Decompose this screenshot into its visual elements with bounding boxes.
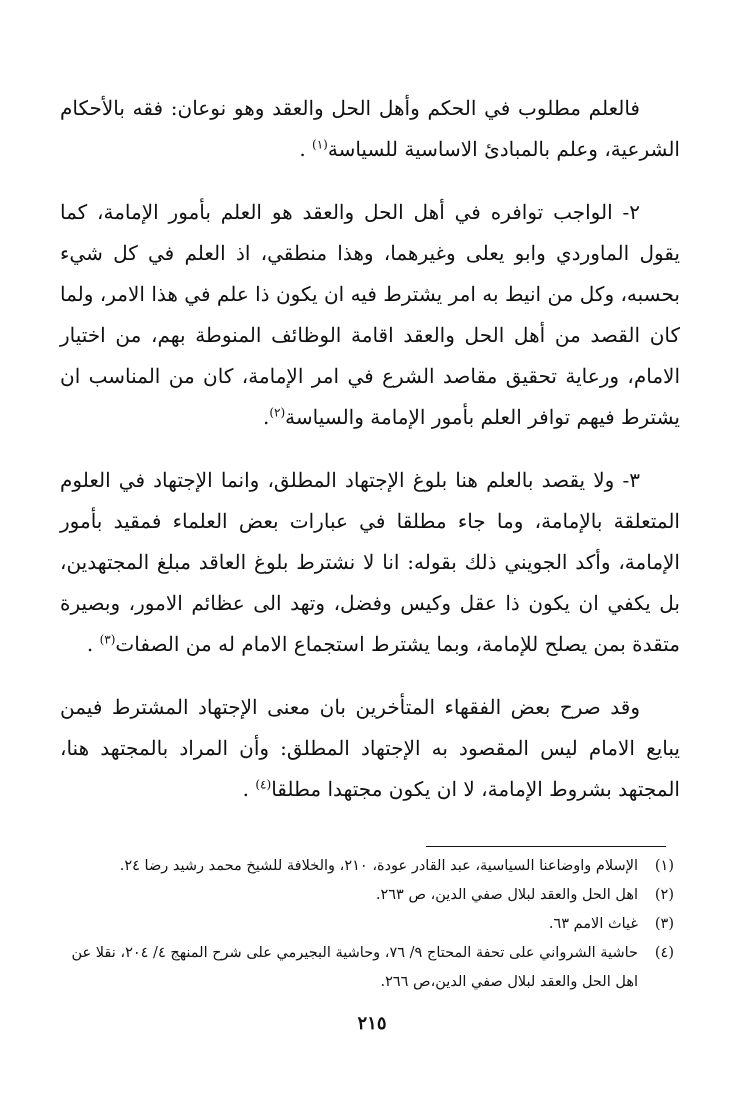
footnote-ref-2: (٢) <box>269 405 286 420</box>
footnote-ref-1: (١) <box>312 137 328 152</box>
page-number: ٢١٥ <box>357 1013 387 1034</box>
footnote-item <box>64 939 674 997</box>
footnote-separator <box>426 846 666 847</box>
paragraph-3-text: ٣- ولا يقصد بالعلم هنا بلوغ الإجتهاد المطلق، وانما الإجتهاد في العلوم المتعلقة بالإمامة، وما جاء مطلقا في عبارات بعض العلماء فمقيد بأمور الإمامة، وأكد الجويني ذلك بقوله: انا لا نشترط بلوغ العاقد مبلغ المجتهدين، بل يكفي ان يكون ذا عقل وكيس وفضل، وتهد الى عظائم الامور، وبصيرة متقدة بمن يصلح للإمامة، وبما يشترط استجماع الامام له من الصفات <box>60 468 680 656</box>
paragraph-4 <box>60 687 680 810</box>
footnote-text: اهل الحل والعقد لبلال صفي الدين، ص ٢٦٣. <box>375 887 638 903</box>
paragraph-4-end: . <box>242 777 256 801</box>
footnotes-list <box>64 852 674 997</box>
footnote-text: حاشية الشرواني على تحفة المحتاج ٩/ ٧٦، وحاشية البجيرمي على شرح المنهج ٤/ ٢٠٤، نقلا عن اهل الحل والعقد لبلال صفي الدين،ص ٢٦٦. <box>71 945 638 990</box>
paragraph-2-text: ٢- الواجب توافره في أهل الحل والعقد هو العلم بأمور الإمامة، كما يقول الماوردي وابو يعلى وغيرهما، وهذا منطقي، اذ العلم في كل شيء بحسبه، وكل من انيط به امر يشترط فيه ان يكون ذا علم في هذا الامر، ولما كان القصد من أهل الحل والعقد اقامة الوظائف المنوطة بهم، من اختيار الامام، ورعاية تحقيق مقاصد الشرع في امر الإمامة، كان من المناسب ان يشترط فيهم توافر العلم بأمور الإمامة والسياسة <box>60 200 680 429</box>
footnote-number: (٢) <box>654 887 674 903</box>
footnote-item <box>64 881 674 910</box>
paragraph-4-text: وقد صرح بعض الفقهاء المتأخرين بان معنى الإجتهاد المشترط فيمن يبايع الامام ليس المقصود به الإجتهاد المطلق: وأن المراد بالمجتهد هنا، المجتهد بشروط الإمامة، لا ان يكون مجتهدا مطلقا <box>60 695 680 801</box>
footnote-text: غياث الامم ٦٣. <box>548 916 638 932</box>
paragraph-3-end: . <box>86 632 100 656</box>
paragraph-3 <box>60 460 680 665</box>
paragraph-1-end: . <box>299 137 313 161</box>
paragraph-1-text: فالعلم مطلوب في الحكم وأهل الحل والعقد وهو نوعان: فقه بالأحكام الشرعية، وعلم بالمبادئ الاساسية للسياسة <box>60 96 680 161</box>
footnote-ref-3: (٣) <box>99 632 116 647</box>
footnote-text: الإسلام واوضاعنا السياسية، عبد القادر عودة، ٢١٠، والخلافة للشيخ محمد رشيد رضا ٢٤. <box>119 858 638 874</box>
paragraph-2 <box>60 192 680 438</box>
footnote-item <box>64 852 674 881</box>
footnote-number: (٣) <box>654 916 674 932</box>
main-text <box>60 88 680 832</box>
paragraph-1 <box>60 88 680 170</box>
footnote-ref-4: (٤) <box>255 777 272 792</box>
footnote-number: (٤) <box>654 945 674 961</box>
footnote-number: (١) <box>654 858 674 874</box>
footnote-item <box>64 910 674 939</box>
paragraph-2-end: . <box>262 405 270 429</box>
